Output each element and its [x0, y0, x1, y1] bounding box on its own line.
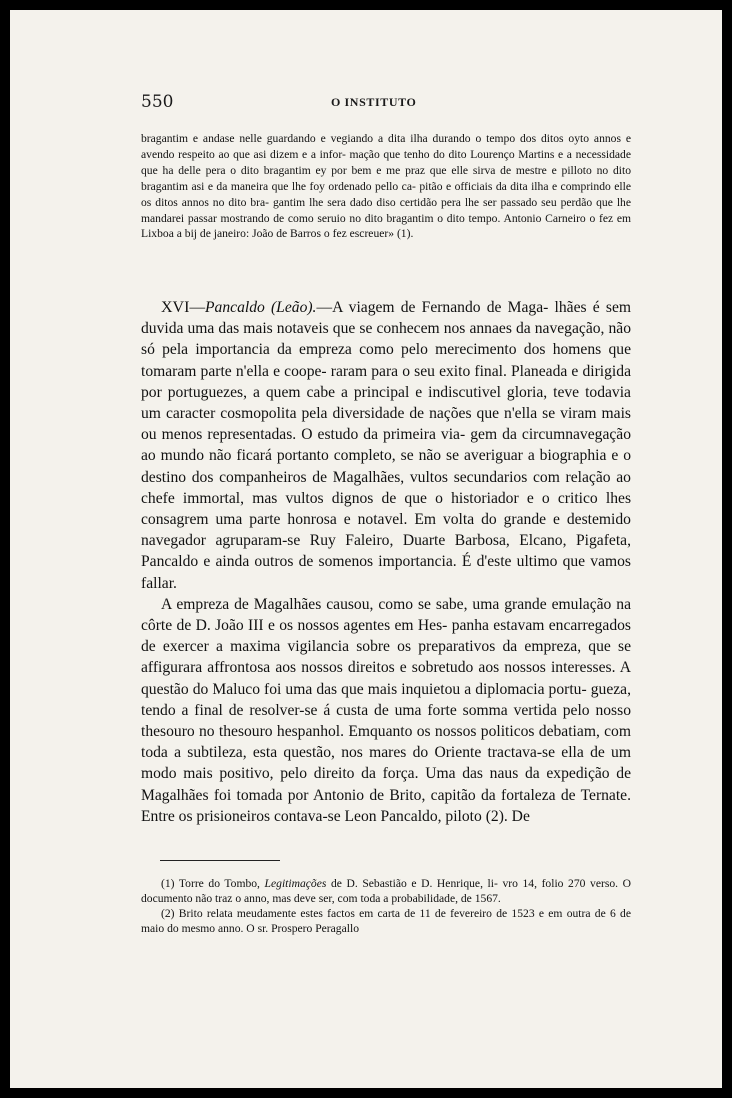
paragraph-2 [141, 594, 631, 827]
footnote-line: (2) Brito relata meudamente estes factos em carta de 11 de fevereiro [161, 907, 492, 920]
page-number: 550 [141, 92, 174, 112]
quote-line: bragantim e andase nelle guardando e vegiando a dita ilha durando o [141, 132, 482, 145]
footnote-1-rest: de D. Sebastião e D. Henrique, li- [326, 877, 498, 890]
paragraph-1 [141, 297, 631, 594]
text-line: annaes da navegação, não só pela importancia da empreza como [141, 320, 632, 359]
quote-line: pilloto no dito bragantim asi e da maneira que lhe foy ordenado pello ca- [141, 163, 632, 193]
quote-line: o fez escreuer» (1). [323, 227, 414, 241]
text-line: Entre os prisioneiros contava-se Leon Pancaldo, piloto (2). De [141, 807, 530, 825]
text-line: pelo merecimento dos homens que tomaram parte n'ella e coope- [141, 341, 631, 380]
footnotes [141, 876, 631, 936]
section-title: Pancaldo (Leão). [205, 299, 317, 316]
section-number: XVI [161, 299, 190, 316]
text-line: A empreza de Magalhães causou, como se sabe, uma grande [161, 595, 547, 613]
paragraph-1-text [141, 299, 631, 592]
text-line: panha estavam encarregados de exercer a maxima vigilancia [141, 617, 631, 656]
article-body [141, 297, 631, 827]
text-line: navegador agruparam-se Ruy Faleiro, Duarte Barbosa, Elcano, [141, 532, 567, 550]
text-line: gem da circumnavegação ao mundo não ficará portanto completo, [141, 426, 632, 465]
text-line: sobre os preparativos da empreza, que se affigurara affrontosa [141, 638, 631, 677]
footnote-line: toda a probabilidade, de 1567. [360, 892, 501, 905]
text-line: emulação na côrte de D. João III e os nossos agentes em Hes- [141, 595, 631, 635]
text-line: vertida pelo nosso thesouro no thesouro hespanhol. Emquanto os [141, 701, 631, 741]
footnote-1-italic: Legitimações [264, 877, 327, 890]
quote-line: tempo dos ditos oyto annos e avendo respeito ao que asi dizem e a infor- [141, 132, 632, 161]
text-line: direito da força. Uma das naus da expedição de Magalhães foi [141, 765, 631, 804]
running-head: O INSTITUTO [331, 95, 417, 109]
quote-line: lhe mandarei passar mostrando de como seruio no dito bragantim o dito [141, 195, 631, 225]
text-line: de Magalhães, vultos secundarios com relação ao chefe immortal, [141, 468, 631, 507]
text-line: tomada por Antonio de Brito, capitão da fortaleza de Ternate. [236, 786, 632, 804]
footnote-separator [160, 860, 280, 861]
text-line: a quem cabe a principal e indiscutivel gloria, teve todavia um [141, 383, 631, 423]
footnote-1 [141, 876, 631, 906]
text-line: gueza, tendo a final de resolver-se á custa de uma forte somma [141, 680, 631, 719]
text-line: caracter cosmopolita pela diversidade de nações que n'ella se [165, 405, 556, 423]
quote-line: tempo. Antonio Carneiro o fez em Lixboa a bij de janeiro: João de Barros [141, 211, 631, 241]
quoted-document [141, 131, 631, 242]
text-line: do Maluco foi uma das que mais inquietou a diplomacia portu- [192, 680, 587, 698]
footnote-2 [141, 906, 631, 936]
quote-line: pitão e officiais da dita ilha e comprindo elle os ditos annos no dito bra- [141, 179, 631, 209]
footnote-1-prefix: (1) Torre do Tombo, [161, 877, 265, 890]
quote-line: gantim lhe sera dado diso certidão pera lhe ser passado seu perdão que [272, 195, 613, 209]
text-line: nossos politicos debatiam, com toda a subtileza, esta questão, nos [141, 723, 631, 762]
text-line: mares do Oriente tractava-se ella de um modo mais positivo, pelo [141, 744, 631, 783]
paragraph-1-opening: —A viagem de Fernando de Maga- [316, 299, 549, 316]
quote-line: pera o dito bragantim ey por bem e me praz que elle sirva de mestre e [205, 163, 557, 177]
text-line: mas vultos dignos de que o historiador e o critico lhes consagrem [141, 489, 632, 529]
text-line: se não se averiguar a biographia e o destino dos companheiros [141, 447, 631, 486]
text-line: uma parte honrosa e notavel. Em volta do grande e destemido [215, 511, 631, 529]
text-line: viram mais ou menos representadas. O estudo da primeira via- [141, 405, 631, 444]
text-line: aos nossos direitos e sobretudo aos nossos interesses. A questão [141, 659, 631, 698]
footnote-line: de 1523 e em outra de 6 de maio do mesmo anno. O sr. Prospero Peragallo [141, 907, 631, 935]
page-header [141, 92, 631, 116]
text-line: Pigafeta, Pancaldo e ainda outros de somenos importancia. [141, 532, 631, 571]
text-line: raram para o seu exito final. Planeada e dirigida por portuguezes, [141, 362, 631, 401]
text-line: É d'este ultimo que vamos fallar. [141, 553, 631, 592]
quote-line: mação que tenho do dito Lourenço Martins e a necessidade que ha delle [141, 147, 631, 177]
quote-paragraph [141, 131, 631, 242]
text-line: lhães é sem duvida uma das mais notaveis que se conhecem nos [141, 299, 632, 338]
footnote-line: vro 14, folio 270 verso. O documento não traz o anno, mas deve ser, com [141, 877, 631, 905]
section-dash: — [189, 299, 206, 316]
